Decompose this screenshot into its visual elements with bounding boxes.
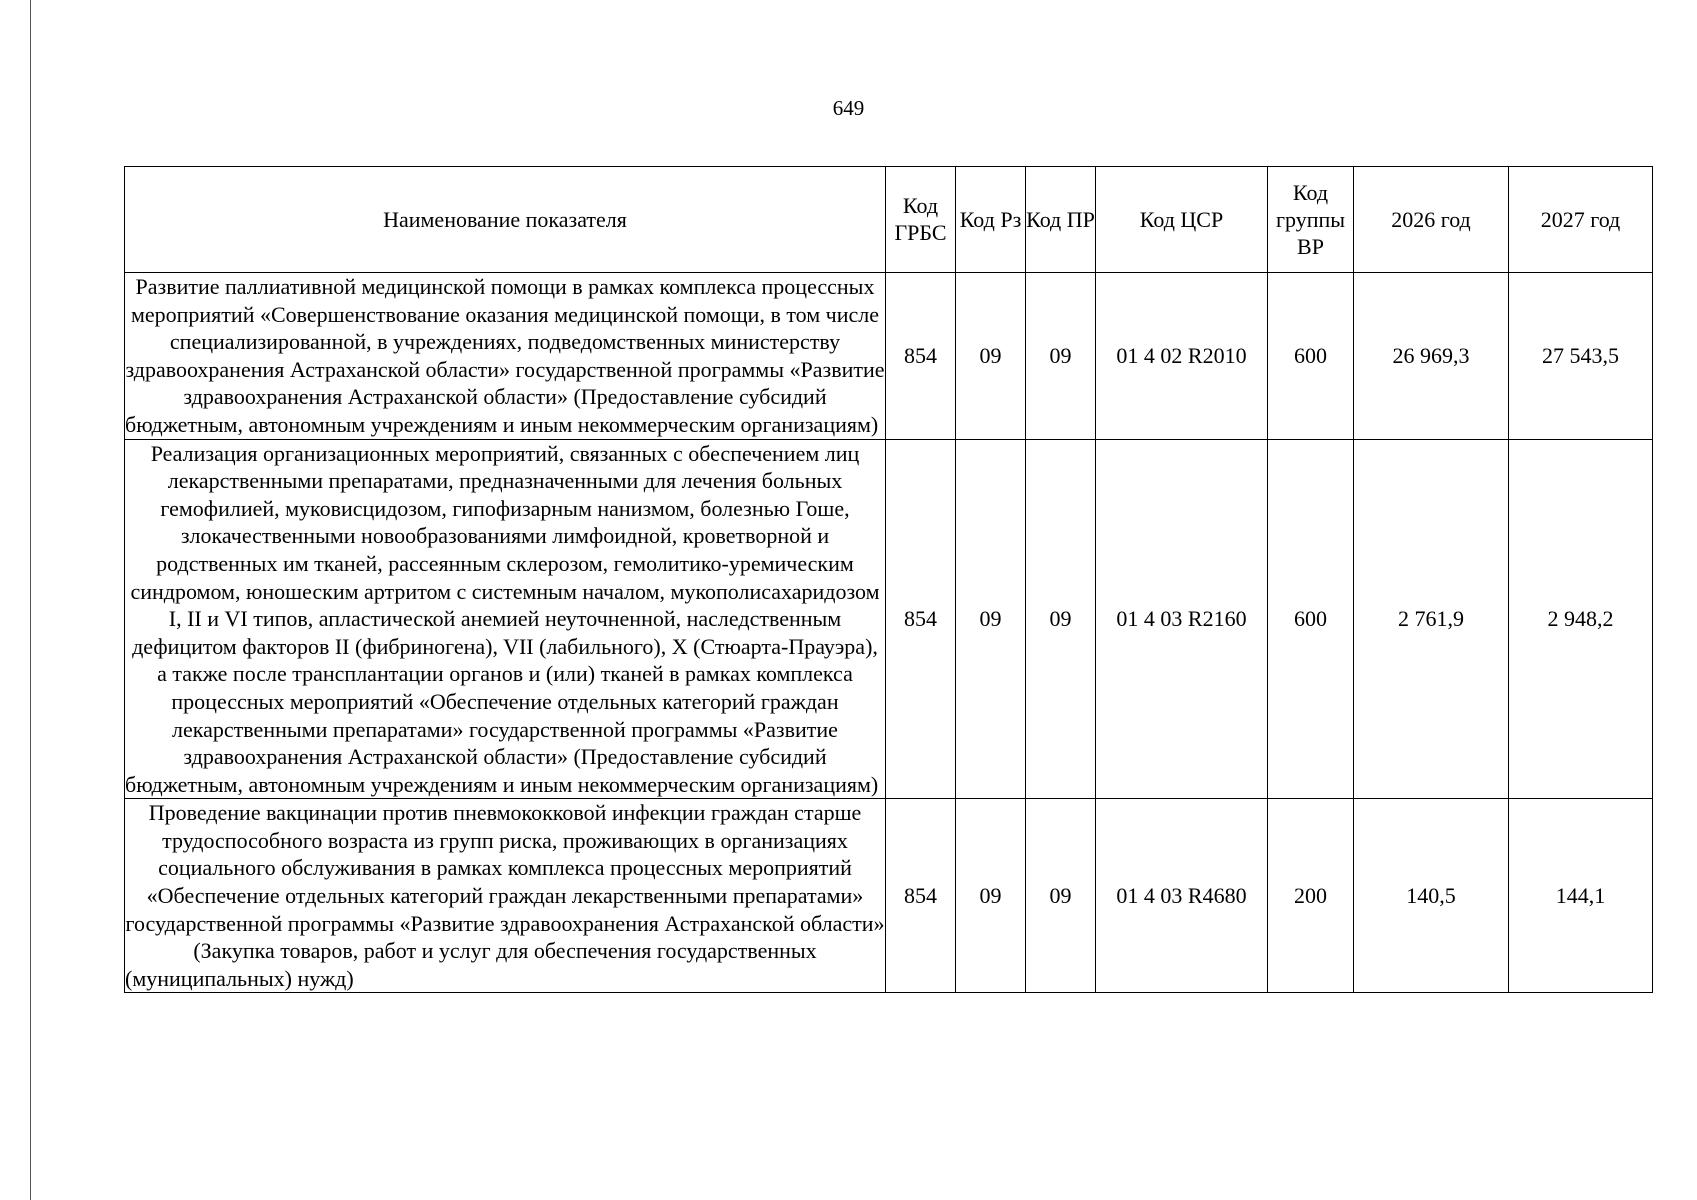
header-2026: 2026 год (1354, 167, 1509, 273)
code-grbs: 854 (886, 799, 956, 993)
code-csr: 01 4 02 R2010 (1096, 273, 1268, 440)
table-row (125, 273, 1653, 440)
budget-table (124, 166, 1653, 993)
code-pr: 09 (1026, 273, 1096, 440)
amount-2027: 27 543,5 (1509, 273, 1653, 440)
amount-2027: 2 948,2 (1509, 439, 1653, 799)
code-grbs: 854 (886, 273, 956, 440)
indicator-name: Проведение вакцинации против пневмококковой инфекции граждан старше трудоспособного возраста из групп риска, проживающих в организациях социального обслуживания в рамках комплекса процессных мероприятий «Обеспечение отдельных категорий граждан лекарственными препаратами» государственной программы «Развитие здравоохранения Астраханской области» (Закупка товаров, работ и услуг для обеспечения государственных (муниципальных) нужд) (125, 799, 886, 993)
header-grbs-label: Код ГРБС (894, 193, 947, 246)
code-pr: 09 (1026, 799, 1096, 993)
header-csr: Код ЦСР (1096, 167, 1268, 273)
header-grbs (886, 167, 956, 273)
header-vr (1268, 167, 1354, 273)
header-name: Наименование показателя (125, 167, 886, 273)
header-vr-label: Код группы ВР (1275, 179, 1346, 259)
indicator-name: Реализация организационных мероприятий, связанных с обеспечением лиц лекарственными препаратами, предназначенными для лечения больных гемофилией, муковисцидозом, гипофизарным нанизмом, болезнью Гоше, злокачественными новообразованиями лимфоидной, кроветворной и родственных им тканей, рассеянным склерозом, гемолитико-уремическим синдромом, юношеским артритом с системным началом, мукополисахаридозом I, II и VI типов, апластической анемией неуточненной, наследственным дефицитом факторов II (фибриногена), VII (лабильного), X (Стюарта-Прауэра), а также после трансплантации органов и (или) тканей в рамках комплекса процессных мероприятий «Обеспечение отдельных категорий граждан лекарственными препаратами» государственной программы «Развитие здравоохранения Астраханской области» (Предоставление субсидий бюджетным, автономным учреждениям и иным некоммерческим организациям) (125, 439, 886, 799)
binding-margin-line (30, 0, 31, 1200)
code-vr: 600 (1268, 273, 1354, 440)
amount-2026: 2 761,9 (1354, 439, 1509, 799)
amount-2026: 140,5 (1354, 799, 1509, 993)
code-vr: 600 (1268, 439, 1354, 799)
header-pr-label: Код ПР (1026, 206, 1095, 232)
amount-2027: 144,1 (1509, 799, 1653, 993)
header-rz-label: Код Рз (959, 206, 1022, 232)
header-rz (956, 167, 1026, 273)
header-2027: 2027 год (1509, 167, 1653, 273)
code-grbs: 854 (886, 439, 956, 799)
code-rz: 09 (956, 439, 1026, 799)
table-row (125, 439, 1653, 799)
table-row (125, 799, 1653, 993)
page-number: 649 (832, 96, 865, 120)
indicator-name: Развитие паллиативной медицинской помощи в рамках комплекса процессных мероприятий «Совершенствование оказания медицинской помощи, в том числе специализированной, в учреждениях, подведомственных министерству здравоохранения Астраханской области» государственной программы «Развитие здравоохранения Астраханской области» (Предоставление субсидий бюджетным, автономным учреждениям и иным некоммерческим организациям) (125, 273, 886, 440)
code-rz: 09 (956, 273, 1026, 440)
code-rz: 09 (956, 799, 1026, 993)
table-header-row (125, 167, 1653, 273)
code-vr: 200 (1268, 799, 1354, 993)
header-pr (1026, 167, 1096, 273)
code-csr: 01 4 03 R4680 (1096, 799, 1268, 993)
amount-2026: 26 969,3 (1354, 273, 1509, 440)
code-pr: 09 (1026, 439, 1096, 799)
code-csr: 01 4 03 R2160 (1096, 439, 1268, 799)
